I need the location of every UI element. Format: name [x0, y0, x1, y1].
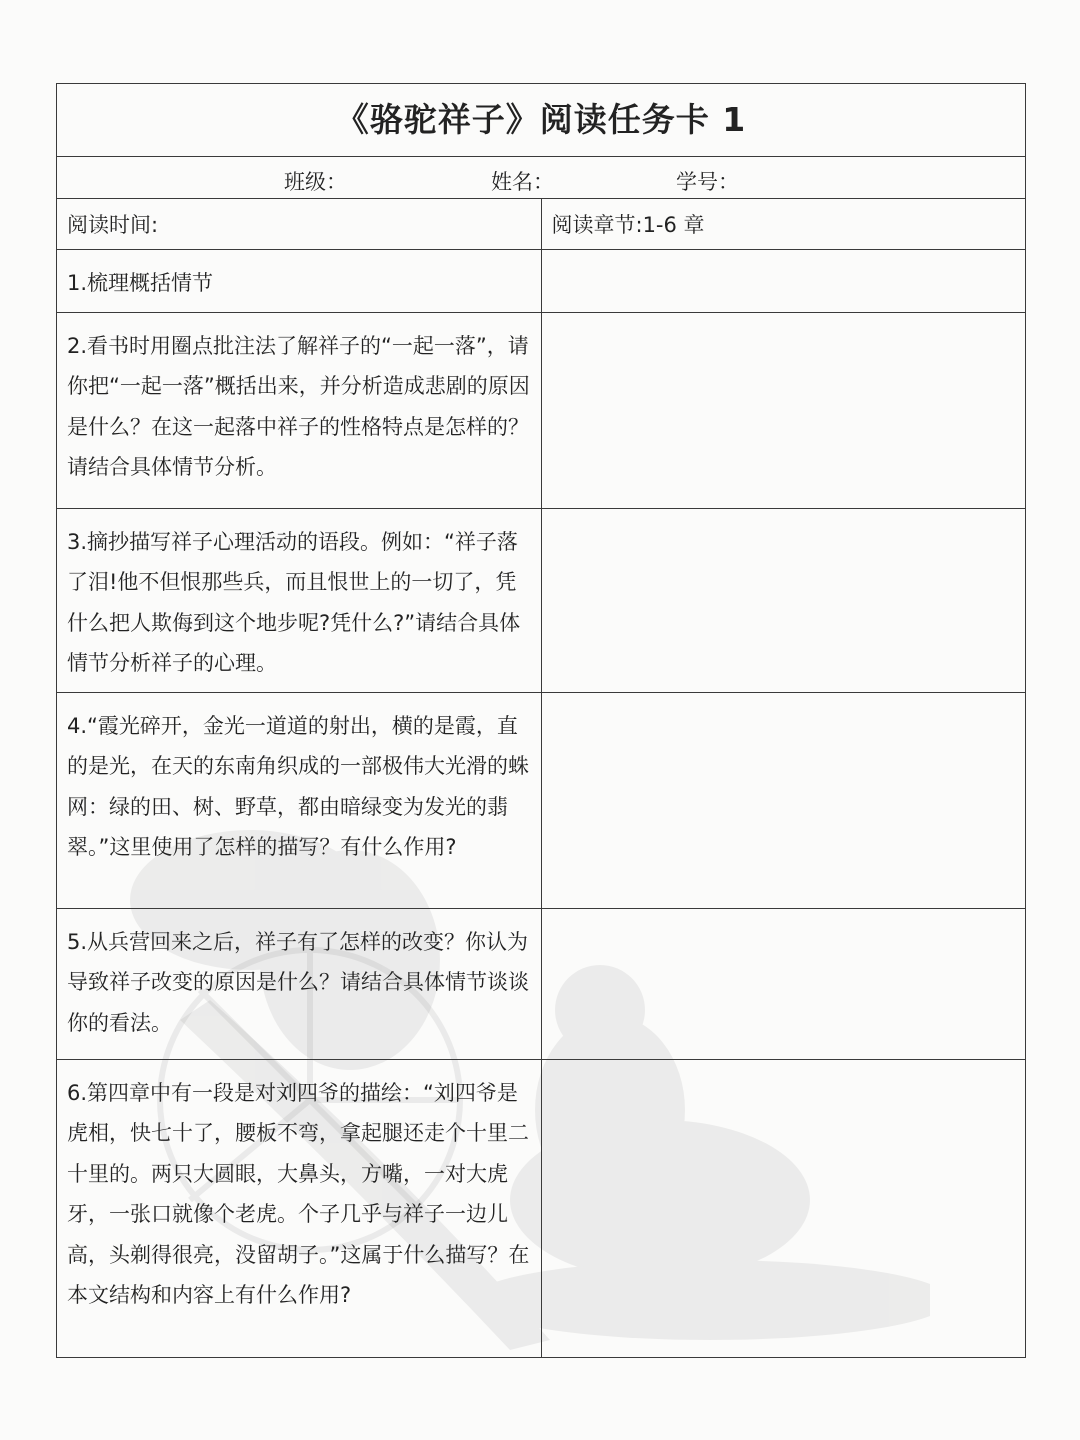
answer-area-5[interactable]	[541, 908, 1026, 1059]
question-3: 3.摘抄描写祥子心理活动的语段。例如：“祥子落了泪!他不但恨那些兵，而且恨世上的一切了，凭什么把人欺侮到这个地步呢?凭什么?”请结合具体情节分析祥子的心理。	[57, 508, 542, 692]
question-6: 6.第四章中有一段是对刘四爷的描绘：“刘四爷是虎相，快七十了，腰板不弯，拿起腿还走个十里二十里的。两只大圆眼，大鼻头，方嘴，一对大虎牙，一张口就像个老虎。个子几乎与祥子一边儿高，头剃得很亮，没留胡子。”这属于什么描写？在本文结构和内容上有什么作用?	[57, 1059, 542, 1357]
reading-time-label: 阅读时间:	[67, 213, 159, 237]
question-1: 1.梳理概括情节	[57, 250, 542, 313]
card-title: 《骆驼祥子》阅读任务卡 1	[335, 100, 747, 139]
title-cell	[57, 84, 1026, 157]
student-id-label: 学号：	[676, 170, 739, 194]
question-5: 5.从兵营回来之后，祥子有了怎样的改变？你认为导致祥子改变的原因是什么？请结合具体情节谈谈你的看法。	[57, 908, 542, 1059]
answer-area-4[interactable]	[541, 692, 1026, 908]
name-label: 姓名：	[491, 170, 554, 194]
question-2: 2.看书时用圈点批注法了解祥子的“一起一落”，请你把“一起一落”概括出来，并分析造成悲剧的原因是什么？在这一起落中祥子的性格特点是怎样的？请结合具体情节分析。	[57, 312, 542, 508]
answer-area-1[interactable]	[541, 250, 1026, 313]
reading-time-cell	[57, 199, 542, 250]
class-label: 班级：	[284, 170, 347, 194]
answer-area-6[interactable]	[541, 1059, 1026, 1357]
answer-area-3[interactable]	[541, 508, 1026, 692]
reading-chapter-label: 阅读章节:1-6 章	[551, 213, 705, 237]
question-4: 4.“霞光碎开，金光一道道的射出，横的是霞，直的是光，在天的东南角织成的一部极伟大光滑的蛛网：绿的田、树、野草，都由暗绿变为发光的翡翠。”这里使用了怎样的描写？有什么作用?	[57, 692, 542, 908]
student-info-row	[57, 157, 1026, 199]
answer-area-2[interactable]	[541, 312, 1026, 508]
reading-task-card	[56, 83, 1026, 1358]
reading-chapter-cell	[541, 199, 1026, 250]
